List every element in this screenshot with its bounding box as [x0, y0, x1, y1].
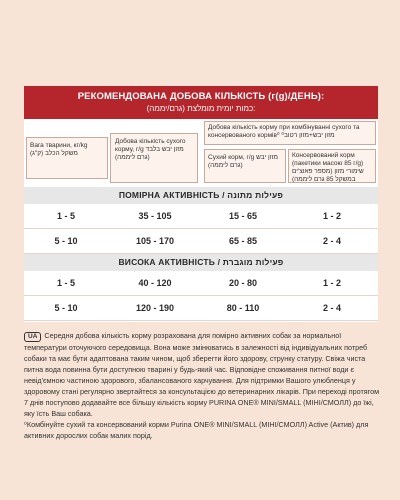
section-moderate-activity: ПОМІРНА АКТИВНІСТЬ / פעילות מתונה [24, 187, 378, 204]
cell-dry-grams: 65 - 85 [228, 236, 258, 246]
cell-weight: 5 - 10 [54, 236, 78, 246]
column-combined: Добова кількість корму при комбінуванні сухого та консервованого кормів⁰ מזון יבש+מזון רטוב⁰ [204, 121, 376, 145]
column-wet-pouches: Консервований корм (пакетики масою 85 г/g) שימורי מזון (מספר פאוצ'ים במשקל 85 גרם ליממה) [288, 149, 376, 183]
table-title: РЕКОМЕНДОВАНА ДОБОВА КІЛЬКІСТЬ (г(g)/ДЕНЬ): [77, 91, 325, 102]
column-dry-grams: Сухий корм, г/g מזון יבש (גרם ליממה) [204, 149, 286, 183]
cell-dry-daily: 40 - 120 [138, 278, 172, 288]
table-row [24, 229, 378, 254]
notes-paragraph: Середня добова кількість корму розрахована для помірно активних собак за нормальної температури оточуючого середовища. Вона може змінюватись в залежності від індивідуальних потреб собаки та має бути адаптована таким чином, щоб зберегти його здорову, струнку статуру. Свіжа чиста питна вода повинна бути доступною тварині у будь-який час. Відповідне споживання питної води є невід'ємною частиною здорового, збалансованого харчування. Для підтримки Вашого улюбленця у здоровому стані регулярно звертайтеся за консультацією до ветеринарних лікарів. При переході протягом 7 днів поступово додавайте все більшу кількість корму PURINA ONE® MINI/SMALL (МІНІ/СМОЛЛ) до їжі, яку їсть Ваш собака. [24, 331, 380, 418]
cell-weight: 5 - 10 [54, 303, 78, 313]
section-high-activity: ВИСОКА АКТИВНІСТЬ / פעילות מוגברת [24, 254, 378, 271]
feeding-notes [24, 330, 380, 441]
cell-weight: 1 - 5 [56, 211, 75, 221]
cell-dry-grams: 20 - 80 [228, 278, 258, 288]
cell-dry-daily: 120 - 190 [135, 303, 175, 313]
table-row [24, 271, 378, 296]
cell-weight: 1 - 5 [56, 278, 75, 288]
table-row [24, 296, 378, 321]
column-headers [24, 119, 378, 187]
column-weight: Вага тварини, кг/kg משקל הכלב (ק"ג) [26, 137, 108, 179]
table-subtitle: כמות יומית מומלצת (גרם/יממה): [146, 104, 256, 113]
cell-dry-daily: 35 - 105 [138, 211, 172, 221]
cell-wet-pouches: 1 - 2 [322, 278, 341, 288]
cell-wet-pouches: 2 - 4 [322, 236, 341, 246]
feeding-table [24, 86, 378, 322]
notes-footnote: ⁰Комбінуйте сухий та консервований корми Purina ONE® MINI/SMALL (МІНІ/СМОЛЛ) Active (Актив) для активних дорослих собак малих порід. [24, 420, 369, 440]
table-row [24, 204, 378, 229]
table-header [24, 86, 378, 119]
column-dry-daily: Добова кількість сухого корму, г/g מזון יבש בלבד (גרם ליממה) [110, 133, 198, 183]
cell-wet-pouches: 2 - 4 [322, 303, 341, 313]
cell-wet-pouches: 1 - 2 [322, 211, 341, 221]
cell-dry-daily: 105 - 170 [135, 236, 175, 246]
language-badge: UA [24, 332, 41, 342]
cell-dry-grams: 80 - 110 [226, 303, 260, 313]
cell-dry-grams: 15 - 65 [228, 211, 258, 221]
